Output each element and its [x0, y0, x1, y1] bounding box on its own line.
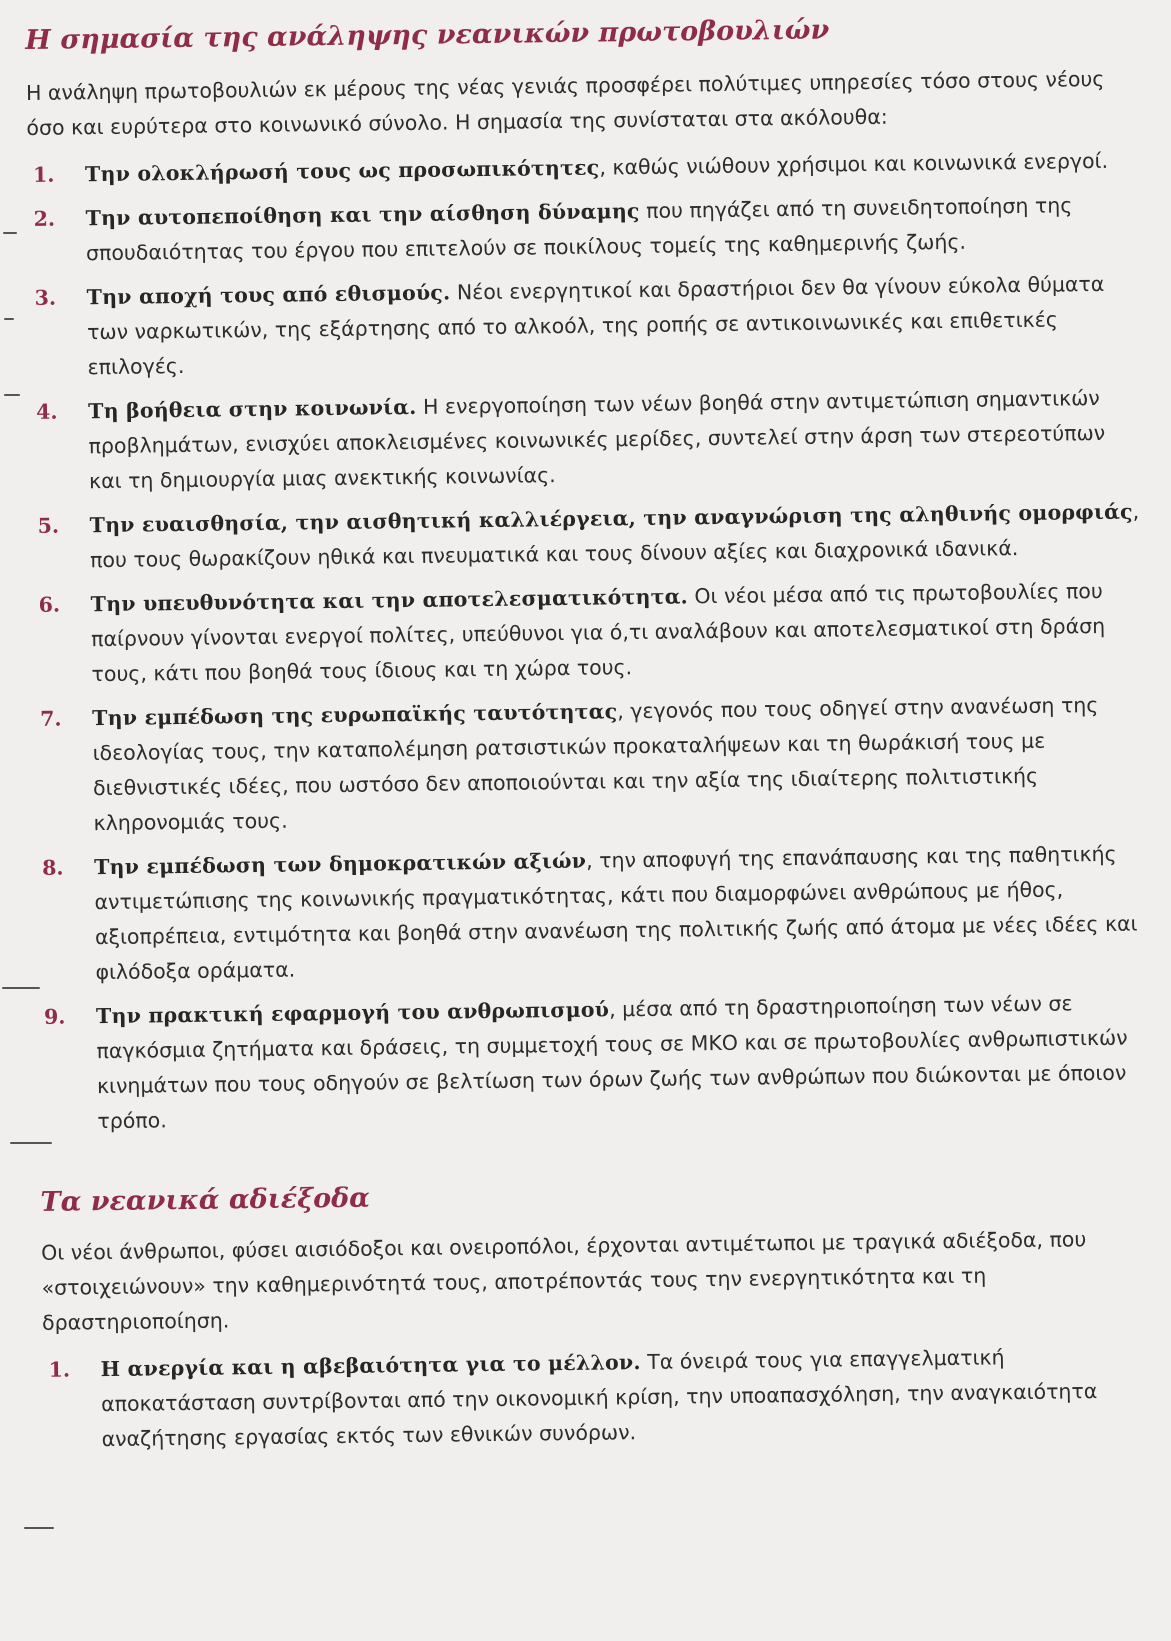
section-title-initiatives: Η σημασία της ανάληψης νεανικών πρωτοβουλιών [25, 14, 830, 56]
pen-mark [24, 1527, 54, 1529]
list-item [28, 266, 1139, 386]
item-number: 6. [38, 592, 61, 617]
item-number: 3. [34, 285, 57, 310]
item-number: 8. [41, 855, 64, 880]
item-heading: Την ευαισθησία, την αισθητική καλλιέργεια, την αναγνώριση της αληθινής ομορφιάς [89, 499, 1133, 538]
list-item [30, 380, 1141, 500]
initiatives-list [27, 143, 1150, 1139]
pen-mark [4, 394, 20, 396]
item-number: 2. [33, 206, 56, 231]
section-intro-initiatives: Η ανάληψη πρωτοβουλιών εκ μέρους της νέας γενιάς προσφέρει πολύτιμες υπηρεσίες τόσο στους νέους όσο και ευρύτερα στο κοινωνικό σύνολο. Η σημασία της συνίσταται στα ακόλουθα: [25, 66, 1105, 140]
item-heading: Την πρακτική εφαρμογή του ανθρωπισμού [95, 997, 610, 1029]
item-text [89, 494, 1142, 578]
item-number: 1. [32, 162, 55, 187]
item-body: Οι νέοι μέσα από τις πρωτοβουλίες που παίρνουν γίνονται ενεργοί πολίτες, υπεύθυνοι για ό,τι αναλάβουν και αποτελεσματικοί στη δράση τους, κάτι που βοηθά τους ίδιους και τη χώρα τους. [90, 578, 1106, 687]
list-item [27, 143, 1137, 193]
item-text [85, 143, 1137, 192]
section-intro-deadlocks: Οι νέοι άνθρωποι, φύσει αισιόδοξοι και ονειροπόλοι, έρχονται αντιμέτωποι με τραγικά αδιέξοδα, που «στοιχειώνουν» την καθημερινότητά τους, αποτρέποντάς τους την ενεργητικότητα και τη δραστηριοποίηση. [41, 1227, 1087, 1335]
item-number: 5. [37, 513, 60, 538]
item-text [88, 380, 1141, 499]
item-text [100, 1338, 1153, 1457]
pen-mark [2, 987, 40, 989]
item-heading: Την ολοκλήρωσή τους ως προσωπικότητες [84, 155, 600, 187]
list-item [38, 985, 1150, 1140]
item-body: , μέσα από τη δραστηριοποίηση των νέων σε παγκόσμια ζητήματα και δράσεις, τη συμμετοχή τους σε ΜΚΟ και σε πρωτοβουλίες ανθρωπιστικών κινημάτων που τους οδηγούν σε βελτίωση των όρων ζωής των ανθρώπων που διώκονται με όποιον τρόπο. [96, 991, 1128, 1134]
item-body: Νέοι ενεργητικοί και δραστήριοι δεν θα γίνουν εύκολα θύματα των ναρκωτικών, της εξάρτησης από το αλκοόλ, της ροπής σε αντικοινωνικές και επιθετικές επιλογές. [86, 271, 1105, 380]
list-item [32, 573, 1143, 693]
item-text [92, 687, 1146, 841]
deadlocks-list [42, 1338, 1153, 1458]
item-heading: Την υπευθυνότητα και την αποτελεσματικότητα. [90, 584, 689, 617]
item-number: 7. [40, 706, 62, 731]
item-text [94, 836, 1148, 990]
item-number: 4. [35, 399, 58, 424]
item-heading: Την εμπέδωση των δημοκρατικών αξιών [93, 848, 587, 880]
item-text [86, 266, 1139, 385]
item-body: Τα όνειρά τους για επαγγελματική αποκατάσταση συντρίβονται από την οικονομική κρίση, την υποαπασχόληση, την αναγκαιότητα αναζήτησης εργασίας εκτός των εθνικών συνόρων. [100, 1345, 1098, 1452]
item-text [96, 985, 1150, 1139]
item-body: , που τους θωρακίζουν ηθικά και πνευματικά και τους δίνουν αξίες και διαχρονικά ιδανικά. [89, 499, 1140, 573]
section-title-deadlocks: Τα νεανικά αδιέξοδα [40, 1182, 371, 1218]
list-item [27, 187, 1138, 272]
item-number: 1. [48, 1357, 71, 1382]
list-item [36, 836, 1148, 991]
item-heading: Η ανεργία και η αβεβαιότητα για το μέλλον. [100, 1350, 641, 1382]
item-heading: Την αυτοπεποίθηση και την αίσθηση δύναμης [85, 198, 640, 231]
item-body: που πηγάζει από τη συνειδητοποίηση της σπουδαιότητας του έργου που επιτελούν σε ποικίλους τομείς της καθημερινής ζωής. [85, 193, 1073, 266]
item-text [85, 187, 1138, 271]
item-body: , γεγονός που τους οδηγεί στην ανανέωση της ιδεολογίας τους, την καταπολέμηση ρατσιστικών προκαταλήψεων και τη θωράκισή τους με διεθνιστικές ιδέες, που ωστόσο δεν αποποιούνται και την αξία της ιδιαίτερης πολιτιστικής κληρονομιάς τους. [92, 693, 1099, 836]
item-heading: Τη βοήθεια στην κοινωνία. [87, 394, 417, 424]
list-item [34, 687, 1146, 842]
pen-mark [4, 318, 14, 320]
list-item [42, 1338, 1153, 1458]
item-body: Η ενεργοποίηση των νέων βοηθά στην αντιμετώπιση σημαντικών προβλημάτων, ενισχύει αποκλεισμένες κοινωνικές μερίδες, συντελεί στην άρση των στερεοτύπων και τη δημιουργία μιας ανεκτικής κοινωνίας. [88, 385, 1106, 494]
pen-mark [3, 232, 17, 234]
page-content [25, 3, 1154, 1466]
item-body: , την αποφυγή της επανάπαυσης και της παθητικής αντιμετώπισης της κοινωνικής πραγματικότητας, κάτι που διαμορφώνει ανθρώπους με ήθος, αξιοπρέπεια, εντιμότητα και βοηθά στην ανανέωση της πολιτικής ζωής από άτομα με νέες ιδέες και φιλόδοξα οράματα. [94, 841, 1138, 985]
item-text [90, 573, 1143, 692]
item-body: , καθώς νιώθουν χρήσιμοι και κοινωνικά ενεργοί. [599, 148, 1109, 180]
item-heading: Την εμπέδωση της ευρωπαϊκής ταυτότητας [92, 699, 618, 731]
item-heading: Την αποχή τους από εθισμούς. [86, 280, 451, 310]
list-item [31, 494, 1142, 579]
item-number: 9. [43, 1004, 66, 1029]
